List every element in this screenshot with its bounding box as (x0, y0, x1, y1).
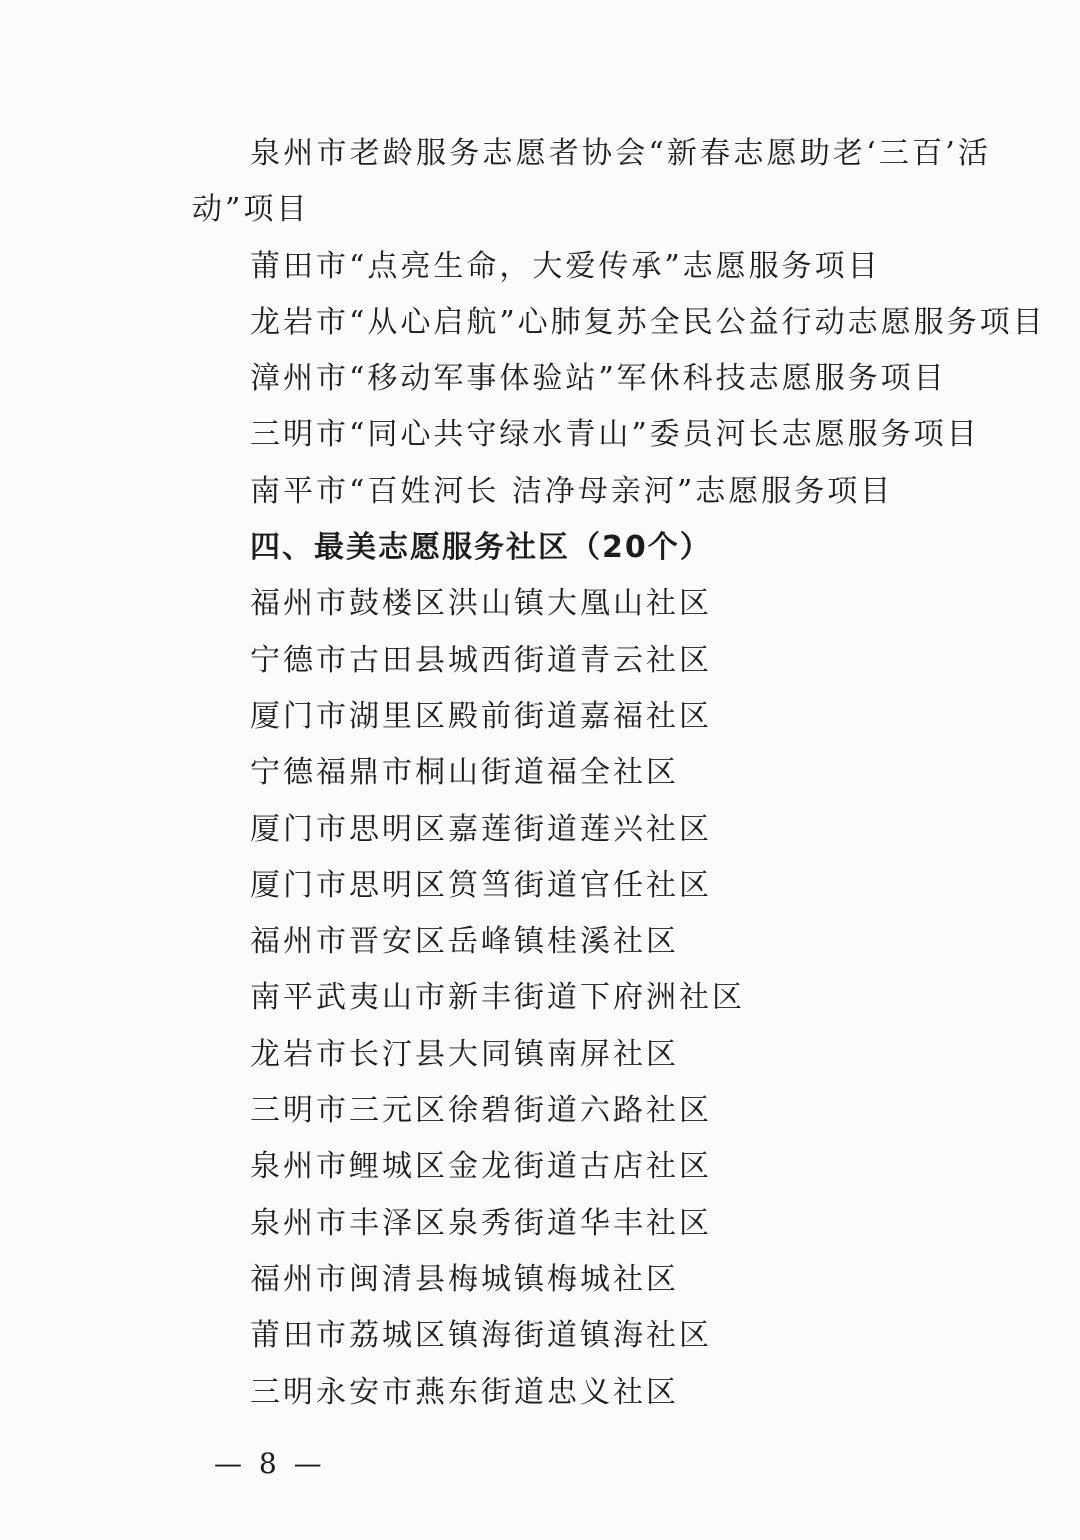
project-item-putian: 莆田市“点亮生命，大爱传承”志愿服务项目 (250, 248, 881, 284)
community-item: 福州市闽清县梅城镇梅城社区 (250, 1261, 679, 1297)
community-item: 三明市三元区徐碧街道六路社区 (250, 1093, 712, 1129)
community-item: 莆田市荔城区镇海街道镇海社区 (250, 1318, 712, 1354)
community-item: 厦门市思明区筼筜街道官任社区 (250, 867, 712, 903)
project-item-longyan: 龙岩市“从心启航”心肺复苏全民公益行动志愿服务项目 (250, 304, 1046, 340)
community-item: 泉州市鲤城区金龙街道古店社区 (250, 1149, 712, 1185)
document-body (192, 126, 1046, 1421)
project-item-nanping: 南平市“百姓河长 洁净母亲河”志愿服务项目 (250, 473, 894, 509)
project-item-quanzhou-continued: 动”项目 (192, 192, 310, 228)
project-item-sanming: 三明市“同心共守绿水青山”委员河长志愿服务项目 (250, 417, 980, 453)
community-item: 厦门市湖里区殿前街道嘉福社区 (250, 698, 712, 734)
community-item: 宁德市古田县城西街道青云社区 (250, 642, 712, 678)
community-item: 三明永安市燕东街道忠义社区 (250, 1374, 679, 1410)
community-item: 龙岩市长汀县大同镇南屏社区 (250, 1036, 679, 1072)
community-item: 宁德福鼎市桐山街道福全社区 (250, 755, 679, 791)
community-item: 泉州市丰泽区泉秀街道华丰社区 (250, 1205, 712, 1241)
community-item: 南平武夷山市新丰街道下府洲社区 (250, 980, 745, 1016)
project-item-zhangzhou: 漳州市“移动军事体验站”军休科技志愿服务项目 (250, 361, 947, 397)
project-item-quanzhou: 泉州市老龄服务志愿者协会“新春志愿助老‘三百’活 (250, 136, 992, 171)
page-number: — 8 — (214, 1447, 326, 1480)
community-item: 厦门市思明区嘉莲街道莲兴社区 (250, 811, 712, 847)
community-item: 福州市晋安区岳峰镇桂溪社区 (250, 924, 679, 960)
section-heading: 四、最美志愿服务社区（20个） (250, 530, 712, 566)
community-item: 福州市鼓楼区洪山镇大凰山社区 (250, 586, 712, 622)
